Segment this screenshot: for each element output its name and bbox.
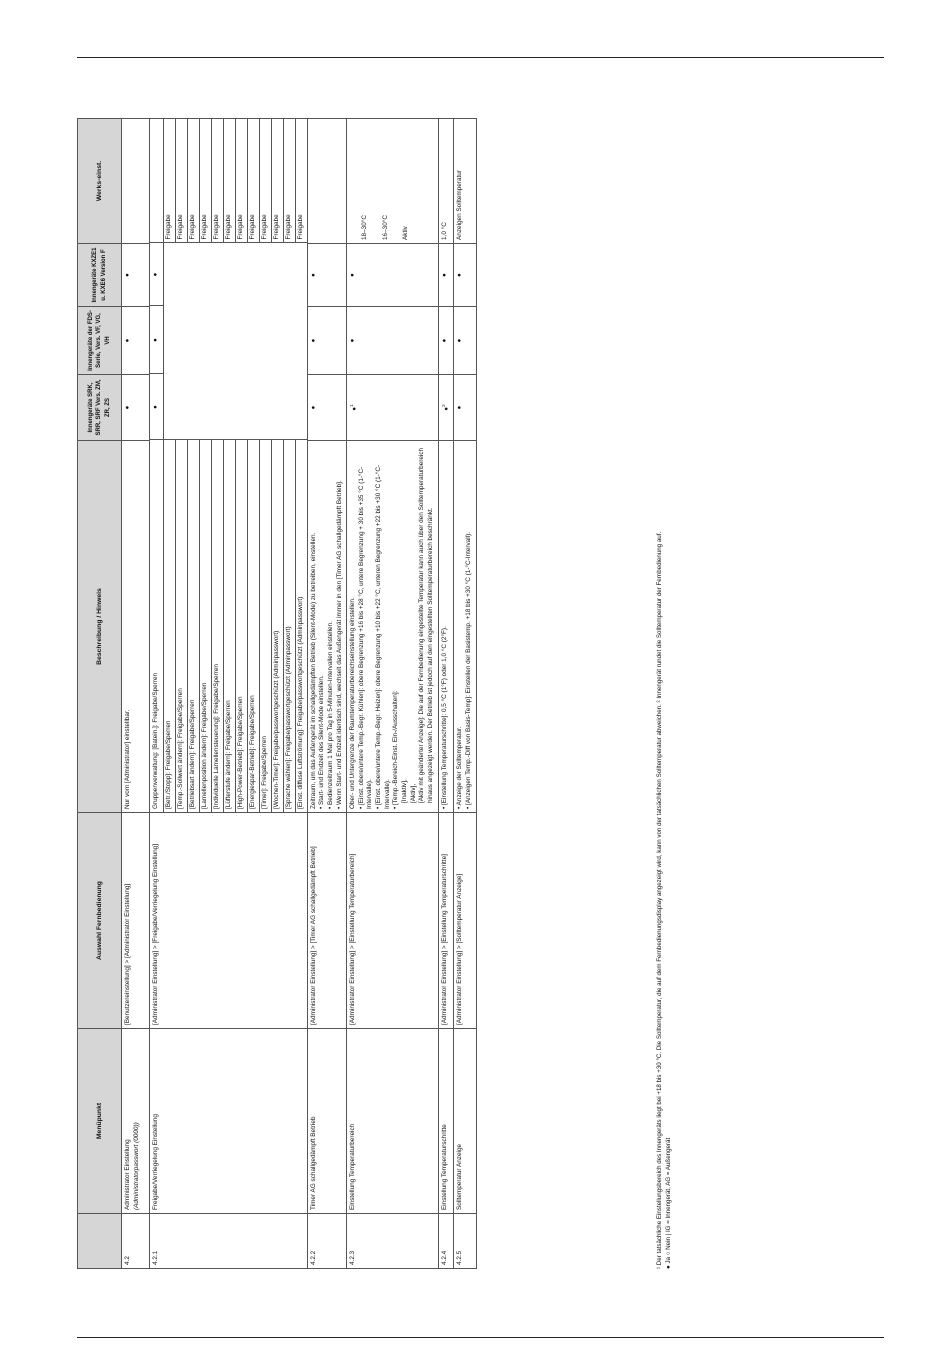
item-werk: Freigabe [163, 118, 175, 243]
item-text: [Betriebsart ändern]: Freigabe/Sperren [187, 440, 199, 812]
beschreibung-4-2: Nur vom [Administrator] einstellbar. [122, 441, 150, 813]
item-3 [199, 118, 211, 812]
item-11 [295, 118, 307, 812]
item-text: [Temp.-Sollwert ändern]: Freigabe/Sperren [175, 440, 187, 812]
beschreibung-4-2-3 [347, 441, 438, 813]
b422-3: • Wenn Start- und Endzeit identisch sind, wechselt das Außengerät immer in den [Timer AG schallgedämpft Betrieb]. [335, 480, 343, 809]
b423-4: [Inaktiv], [401, 779, 409, 803]
nr-4-2: 4.2 [122, 1214, 150, 1269]
item-text: [Betr./Stopp]: Freigabe/Sperren [163, 440, 175, 812]
row-4-2-1 [150, 119, 308, 1269]
b423-1: • [Einst. obere/untere Temp.-Begr. Kühlen]: obere Begrenzung +16 bis +28 °C, untere Begrenzung + 30 bis +35 °C (1-°C-Intervalle). [357, 466, 374, 809]
item-text: [High-Power-Betrieb]: Freigabe/Sperren [235, 440, 247, 812]
srk-4-2-4 [438, 375, 454, 441]
menu-4-2-text: Administrator Einstellung [124, 1139, 131, 1210]
row-4-2-5 [454, 119, 476, 1269]
sheet-hdr-fds: Innengeräte der FDS-Serie, Vers. VF, VG, VH [78, 307, 122, 375]
sheet-hdr-nr [78, 1214, 122, 1269]
sheet-hdr-srk: Innengeräte SRK, SRR, SRF Vers. ZM, ZR, ZS [78, 375, 122, 441]
b423-0: Ober- und Untergrenze der Raumtemperaturbereichseinstellung einstellen. [349, 597, 357, 809]
werk-4-2-1 [150, 118, 163, 243]
item-text: [Wochen-Timer]: Freigabe/passwortgeschützt (Adminpasswort) [271, 440, 283, 812]
nr-4-2-4: 4.2.4 [438, 1214, 454, 1269]
row-4-2-3 [347, 119, 438, 1269]
srk-4-2-4-sup: 2 [440, 404, 446, 407]
werk-423-1: 16–30°C [381, 215, 389, 240]
werk-4-2-3 [347, 119, 438, 244]
beschreibung-4-2-2 [307, 441, 347, 813]
auswahl-4-2: [Benutzereinstellung] > [Administrator Einstellung] [122, 813, 150, 1029]
header-rule [77, 57, 884, 58]
item-8 [259, 118, 271, 812]
item-werk: Freigabe [223, 118, 235, 243]
nr-4-2-3: 4.2.3 [347, 1214, 438, 1269]
beschreibung-4-2-4: • [Einstellung Temperaturschritte]: 0,5 °C (1°F) oder 1,0 °C (2°F). [438, 441, 454, 813]
item-werk: Freigabe [247, 118, 259, 243]
fds-4-2-1: ● [150, 306, 163, 374]
b425-0: • Anzeige der Solltemperatur. [456, 726, 464, 809]
footnotes [655, 209, 674, 1269]
kxe-4-2-4: ● [438, 244, 454, 307]
kxe-4-2: ● [122, 244, 150, 307]
srk-4-2-2: ● [307, 375, 347, 441]
sheet-table [77, 118, 477, 1269]
b422-0: Zeitraum, um das Außengerät im schallgedämpften Betrieb (Silent-Mode) zu betreiben, einstellen. [309, 532, 317, 809]
fds-4-2-5: ● [454, 307, 476, 375]
item-werk: Freigabe [283, 118, 295, 243]
werk-423-0: 18–30°C [361, 215, 369, 240]
auswahl-4-2-4: [Administrator Einstellung] > [Einstellung Temperaturschritte] [438, 813, 454, 1029]
b423-5: [Aktiv], [409, 783, 417, 803]
b425-1: • [Anzeigen Temp.-Diff von Basis-Temp]: Einstellen der Basistemp. +18 bis +30 °C (1-°C-Intervall). [465, 531, 473, 809]
fds-4-2: ● [122, 307, 150, 375]
werk-4-2-5: Anzeigen Solltemperatur [454, 119, 476, 244]
srk-4-2-4-dot: ● [442, 406, 450, 411]
auswahl-4-2-2: [Administrator Einstellung] > [Timer AG schallgedämpft Betrieb] [307, 813, 347, 1029]
srk-4-2-3-dot: ● [351, 406, 359, 411]
item-text: [Timer]: Freigabe/Sperren [259, 440, 271, 812]
fds-4-2-2: ● [307, 307, 347, 375]
item-4 [211, 118, 223, 812]
sheet-header-row [78, 119, 122, 1269]
nr-4-2-5: 4.2.5 [454, 1214, 476, 1269]
fds-4-2-4: ● [438, 307, 454, 375]
detail-4-2-1 [150, 119, 308, 813]
item-text: [Individuelle Lamellensteuerung]: Freigabe/Sperren [211, 440, 223, 812]
item-text: [Lüfterstufe ändern]: Freigabe/Sperren [223, 440, 235, 812]
sheet-hdr-werk: Werks-einst. [78, 119, 122, 244]
srk-4-2-1: ● [150, 374, 163, 440]
srk-4-2-3 [347, 375, 438, 441]
item-text: [Lamellenposition ändern]: Freigabe/Sperren [199, 440, 211, 812]
b423-6: [Aktiv mit geänderter Anzeige]: Die auf der Fernbedienung eingestellte Temperatur kann auch über den Solltemperaturbereich hinaus angezeigt werden. Der Betrieb ist jedoch auf den eingestellten Solltemperaturbereich beschränkt. [418, 447, 434, 803]
item-text: [Energiespar-Betrieb]: Freigabe/Sperren [247, 440, 259, 812]
werk-423-2: Aktiv [402, 226, 410, 240]
menu-4-2-1: Freigabe/Verriegelung Einstellung [150, 1029, 308, 1214]
kxe-4-2-1: ● [150, 243, 163, 306]
b423-3: • [Temp.-Bereich-Einst. Ein-/Ausschalten]: [392, 690, 400, 809]
menu-4-2 [122, 1029, 150, 1214]
item-werk: Freigabe [199, 118, 211, 243]
menu-4-2-italic: (Administratorpasswort (0000)) [132, 1122, 140, 1210]
item-7 [247, 118, 259, 812]
item-10 [283, 118, 295, 812]
sheet-hdr-auswahl: Auswahl Fernbedienung [78, 813, 122, 1029]
item-werk: Freigabe [259, 118, 271, 243]
b422-1: • Start- und Endzeit des Silent-Mode einstellen. [318, 675, 326, 809]
item-main-4-2-1 [150, 118, 163, 812]
menu-4-2-5: Solltemperatur Anzeige [454, 1029, 476, 1214]
row-4-2-2 [307, 119, 347, 1269]
item-9 [271, 118, 283, 812]
b423-2: • [Einst. obere/untere Temp.-Begr. Heizen]: obere Begrenzung +10 bis +22 °C, unteren Begrenzung +22 bis +30 °C (1-°C-Intervalle). [375, 464, 391, 809]
rotated-sheet [77, 119, 647, 1269]
kxe-4-2-5: ● [454, 244, 476, 307]
werk-4-2-4: 1,0 °C [438, 119, 454, 244]
fds-4-2-3: ● [347, 307, 438, 375]
auswahl-4-2-3: [Administrator Einstellung] > [Einstellung Temperaturbereich] [347, 813, 438, 1029]
kxe-4-2-3: ● [347, 244, 438, 307]
item-text: [Einst. diffuse Luftströmung]: Freigabe/passwortgeschützt (Adminpasswort) [295, 440, 307, 812]
srk-4-2-5: ● [454, 375, 476, 441]
menu-4-2-2: Timer AG schallgedämpft Betrieb [307, 1029, 347, 1214]
b422-2: • Bedienzeitraum 1 Mal pro Tag in 5-Minuten-Intervallen einstellen. [326, 621, 334, 809]
srk-4-2: ● [122, 375, 150, 441]
item-5 [223, 118, 235, 812]
item-werk: Freigabe [271, 118, 283, 243]
werk-4-2-2 [307, 119, 347, 244]
auswahl-4-2-1: [Administrator Einstellung] > [Freigabe/Verriegelung Einstellung] [150, 813, 308, 1029]
item-2 [187, 118, 199, 812]
item-0 [163, 118, 175, 812]
menu-4-2-3: Einstellung Temperaturbereich [347, 1029, 438, 1214]
sheet-hdr-beschreibung: Beschreibung / Hinweis [78, 441, 122, 813]
nr-4-2-1: 4.2.1 [150, 1214, 308, 1269]
srk-4-2-3-sup: 1 [349, 404, 355, 407]
item-main-text: Gruppenverwaltung: [Batein.]: Freigabe/Sperren [150, 440, 163, 812]
item-text: [Sprache wählen]: Freigabe/passwortgeschützt (Adminpasswort) [283, 440, 295, 812]
item-werk: Freigabe [295, 118, 307, 243]
werk-4-2 [122, 119, 150, 244]
beschreibung-4-2-5 [454, 441, 476, 813]
footer-rule [77, 1337, 884, 1338]
sheet-hdr-kxe: Innengeräte KXZE1 u. KXE6 Version F [78, 244, 122, 307]
item-werk: Freigabe [235, 118, 247, 243]
row-4-2-4 [438, 119, 454, 1269]
row-4-2 [122, 119, 150, 1269]
auswahl-4-2-5: [Administrator Einstellung] > [Solltemperatur Anzeige] [454, 813, 476, 1029]
item-werk: Freigabe [211, 118, 223, 243]
item-werk: Freigabe [187, 118, 199, 243]
item-werk: Freigabe [175, 118, 187, 243]
footnote-1: ¹ Der tatsächliche Einstellungsbereich des Innengeräts liegt bei +18 bis +30 °C. Die Solltemperatur, die auf dem Fernbedienungsdisplay angezeigt wird, kann von der tatsächlichen Solltemperatur abweichen. ² Innengerät rundet die Solltemperatur der Fernbedienung auf. [656, 531, 663, 1269]
nr-4-2-2: 4.2.2 [307, 1214, 347, 1269]
item-1 [175, 118, 187, 812]
menu-4-2-4: Einstellung Temperaturschritte [438, 1029, 454, 1214]
item-6 [235, 118, 247, 812]
footnote-2: ● Ja ○ Nein | IG = Innengerät, AG = Außengerät [665, 1137, 673, 1269]
kxe-4-2-2: ● [307, 244, 347, 307]
sheet-hdr-menu: Menüpunkt [78, 1029, 122, 1214]
items-4-2-1 [150, 118, 307, 812]
